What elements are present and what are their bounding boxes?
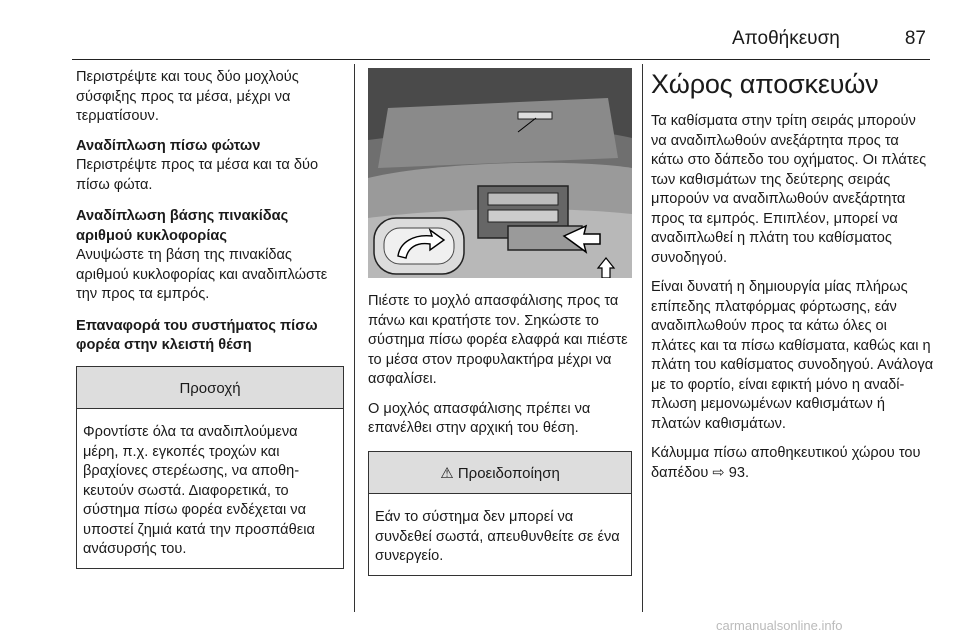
column-left (76, 68, 344, 569)
rear-carrier-illustration (368, 68, 632, 278)
column-divider (642, 64, 643, 612)
section-heading: Επαναφορά του συστήματος πίσω φορέα στην κλειστή θέση (76, 317, 318, 353)
warning-box (368, 451, 632, 576)
body-paragraph: Τα καθίσματα στην τρίτη σειράς μπορούν να αναδιπλωθούν ανεξάρτητα προς τα κάτω στο δάπεδο του οχήματος. Οι πλάτες των καθισμάτων της δεύτερης σειράς μπορούν να αναδιπλωθούν ανεξάρτητα προς τα εμπρός. Επιπλέον, μπορεί να αναδιπλωθεί η πλάτη του καθίσματος συνοδηγού. (651, 113, 927, 266)
illustration-svg (368, 68, 632, 278)
section-text: Περιστρέψτε προς τα μέσα και τα δύο πίσω φώτα. (76, 157, 319, 193)
column-right (651, 64, 935, 493)
section-heading: Αναδίπλωση βάσης πινακίδας αριθμού κυκλοφορίας (76, 208, 289, 244)
section-main-heading: Χώρος αποσκευών (651, 69, 879, 99)
intro-paragraph: Περιστρέψτε και τους δύο μοχλούς σύσφιξης προς τα μέσα, μέχρι να τερματίσουν. (76, 69, 299, 124)
page-header (72, 26, 930, 60)
warning-triangle-icon: ⚠ (440, 464, 454, 482)
body-paragraph: Είναι δυνατή η δημιουργία μίας πλήρως επίπεδης πλατφόρμας φόρτωσης, εάν αναδιπλωθούν προς τα κάτω όλες οι πλάτες και τα πίσω καθίσματα, καθώς και η πλάτη του καθίσματος συνοδηγού. Ανάλογα με το φορτίο, είναι εφικτή μόνο η αναδίπλωση μεμονωμένων καθισμάτων ή πλατών καθισμάτων. (651, 279, 934, 432)
cross-reference (651, 444, 935, 483)
column-divider (354, 64, 355, 612)
reference-page[interactable]: 93. (728, 464, 750, 481)
section-fold-plate (76, 207, 344, 305)
instruction-paragraph: Ο μοχλός απασφάλισης πρέπει να επανέλθει στην αρχική του θέση. (368, 400, 591, 436)
section-text: Ανυψώστε τη βάση της πινακίδας αριθμού κυκλοφορίας και αναδιπλώστε την προς τα εμπρός. (76, 247, 328, 302)
page-number: 87 (904, 28, 926, 49)
caution-text: Φροντίστε όλα τα αναδιπλούμενα μέρη, π.χ. εγκοπές τροχών και βραχίονες στερέωσης, να αποθηκευτούν σωστά. Διαφορετικά, το σύστημα πίσω φορέα ενδέχεται να υποστεί ζημιά κατά την προσπάθεια ανάσυρσής του. (83, 424, 315, 557)
column-middle (368, 292, 632, 576)
watermark-text: carmanualsonline.info (716, 618, 843, 633)
section-heading: Αναδίπλωση πίσω φώτων (76, 137, 261, 154)
reference-arrow-icon: ⇨ (712, 464, 725, 481)
warning-title: Προειδοποίηση (457, 464, 560, 482)
section-fold-taillights (76, 137, 344, 196)
warning-header (369, 452, 631, 495)
warning-text: Εάν το σύστημα δεν μπορεί να συνδεθεί σωστά, απευθυνθείτε σε ένα συνεργείο. (375, 509, 620, 564)
section-title: Αποθήκευση (732, 28, 840, 49)
reference-text: Κάλυμμα πίσω αποθηκευτικού χώρου του δαπέδου (651, 445, 921, 481)
caution-title: Προσοχή (77, 367, 343, 410)
caution-box (76, 366, 344, 569)
instruction-paragraph: Πιέστε το μοχλό απασφάλισης προς τα πάνω και κρατήστε τον. Σηκώστε το σύστημα πίσω φορέα ελαφρά και πιέστε το μέσα στον προφυλακτήρα μέχρι να ασφαλίσει. (368, 293, 628, 387)
